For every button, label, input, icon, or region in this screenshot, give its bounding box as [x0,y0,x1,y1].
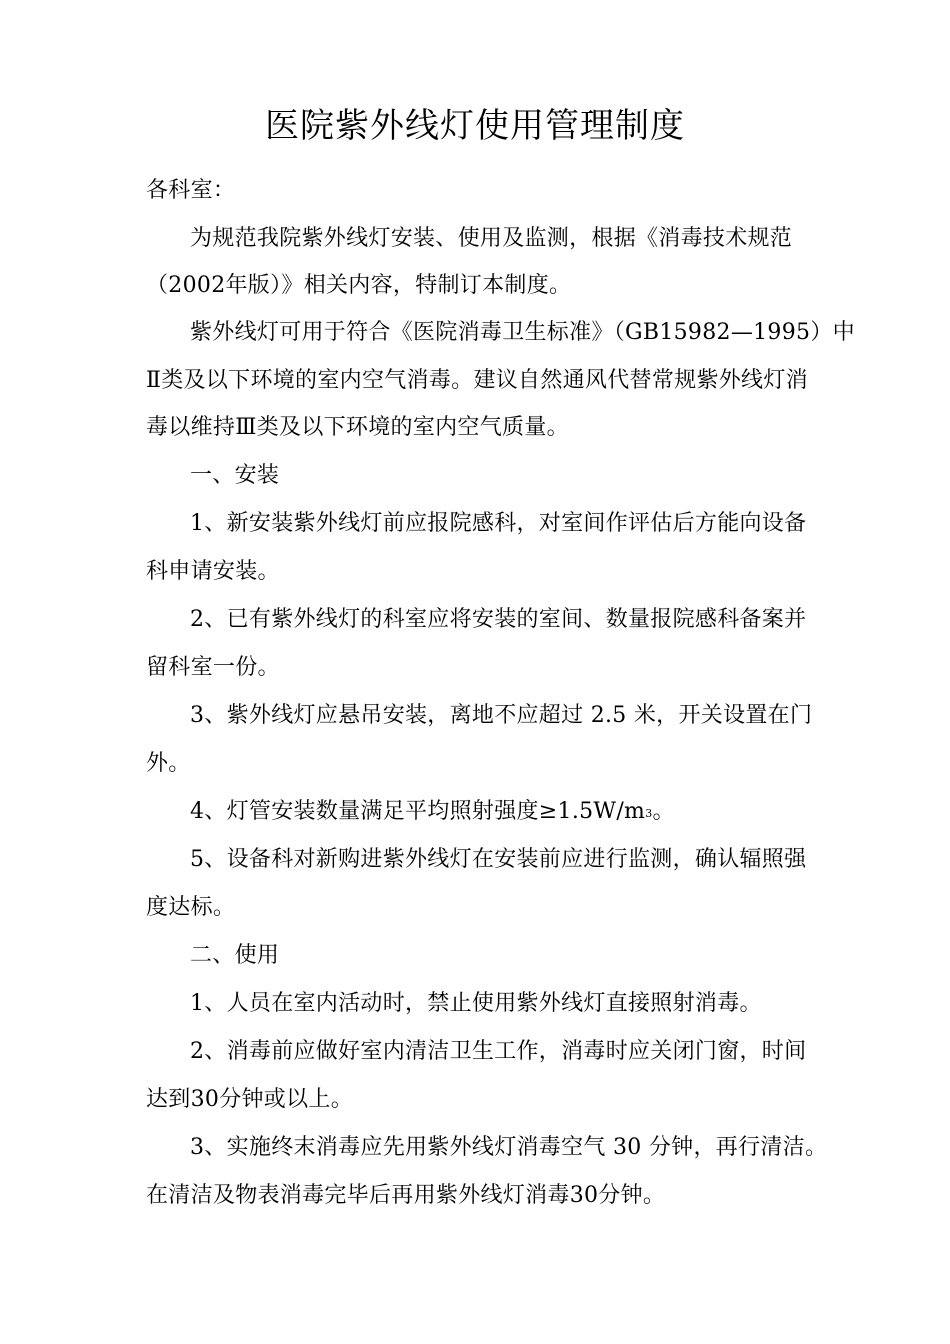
paragraph-line: Ⅱ类及以下环境的室内空气消毒。建议自然通风代替常规紫外线灯消 [146,368,808,393]
list-item-continuation: 外。 [146,751,191,776]
list-item [190,797,675,830]
list-item: 1、人员在室内活动时，禁止使用紫外线灯直接照射消毒。 [190,991,762,1016]
paragraph-line: （2002年版）》相关内容，特制订本制度。 [146,273,572,298]
list-item-text: 。 [652,799,675,824]
list-item-continuation: 科申请安装。 [146,559,280,584]
list-item: 5、设备科对新购进紫外线灯在安装前应进行监测，确认辐照强 [190,847,807,872]
list-item-text: 4、灯管安装数量满足平均照射强度≥1.5W/m [190,799,646,824]
list-item: 3、实施终末消毒应先用紫外线灯消毒空气 30 分钟，再行清洁。 [190,1135,828,1160]
section-heading: 一、安装 [190,463,280,488]
list-item: 2、消毒前应做好室内清洁卫生工作，消毒时应关闭门窗，时间 [190,1039,807,1064]
list-item: 1、新安装紫外线灯前应报院感科，对室间作评估后方能向设备 [190,511,807,536]
paragraph-line: 紫外线灯可用于符合《医院消毒卫生标准》（GB15982—1995）中 [190,320,855,345]
section-heading: 二、使用 [190,943,280,968]
paragraph-line: 毒以维持Ⅲ类及以下环境的室内空气质量。 [146,415,569,440]
page-title: 医院紫外线灯使用管理制度 [265,106,685,146]
list-item: 2、已有紫外线灯的科室应将安装的室间、数量报院感科备案并 [190,607,807,632]
salutation: 各科室： [146,178,236,203]
list-item: 3、紫外线灯应悬吊安装，离地不应超过 2.5 米，开关设置在门 [190,703,813,728]
list-item-continuation: 留科室一份。 [146,655,280,680]
list-item-continuation: 度达标。 [146,895,236,920]
list-item-continuation: 在清洁及物表消毒完毕后再用紫外线灯消毒30分钟。 [146,1183,666,1208]
list-item-continuation: 达到30分钟或以上。 [146,1087,353,1112]
superscript: 3 [645,807,653,820]
paragraph-line: 为规范我院紫外线灯安装、使用及监测，根据《消毒技术规范 [190,226,793,251]
